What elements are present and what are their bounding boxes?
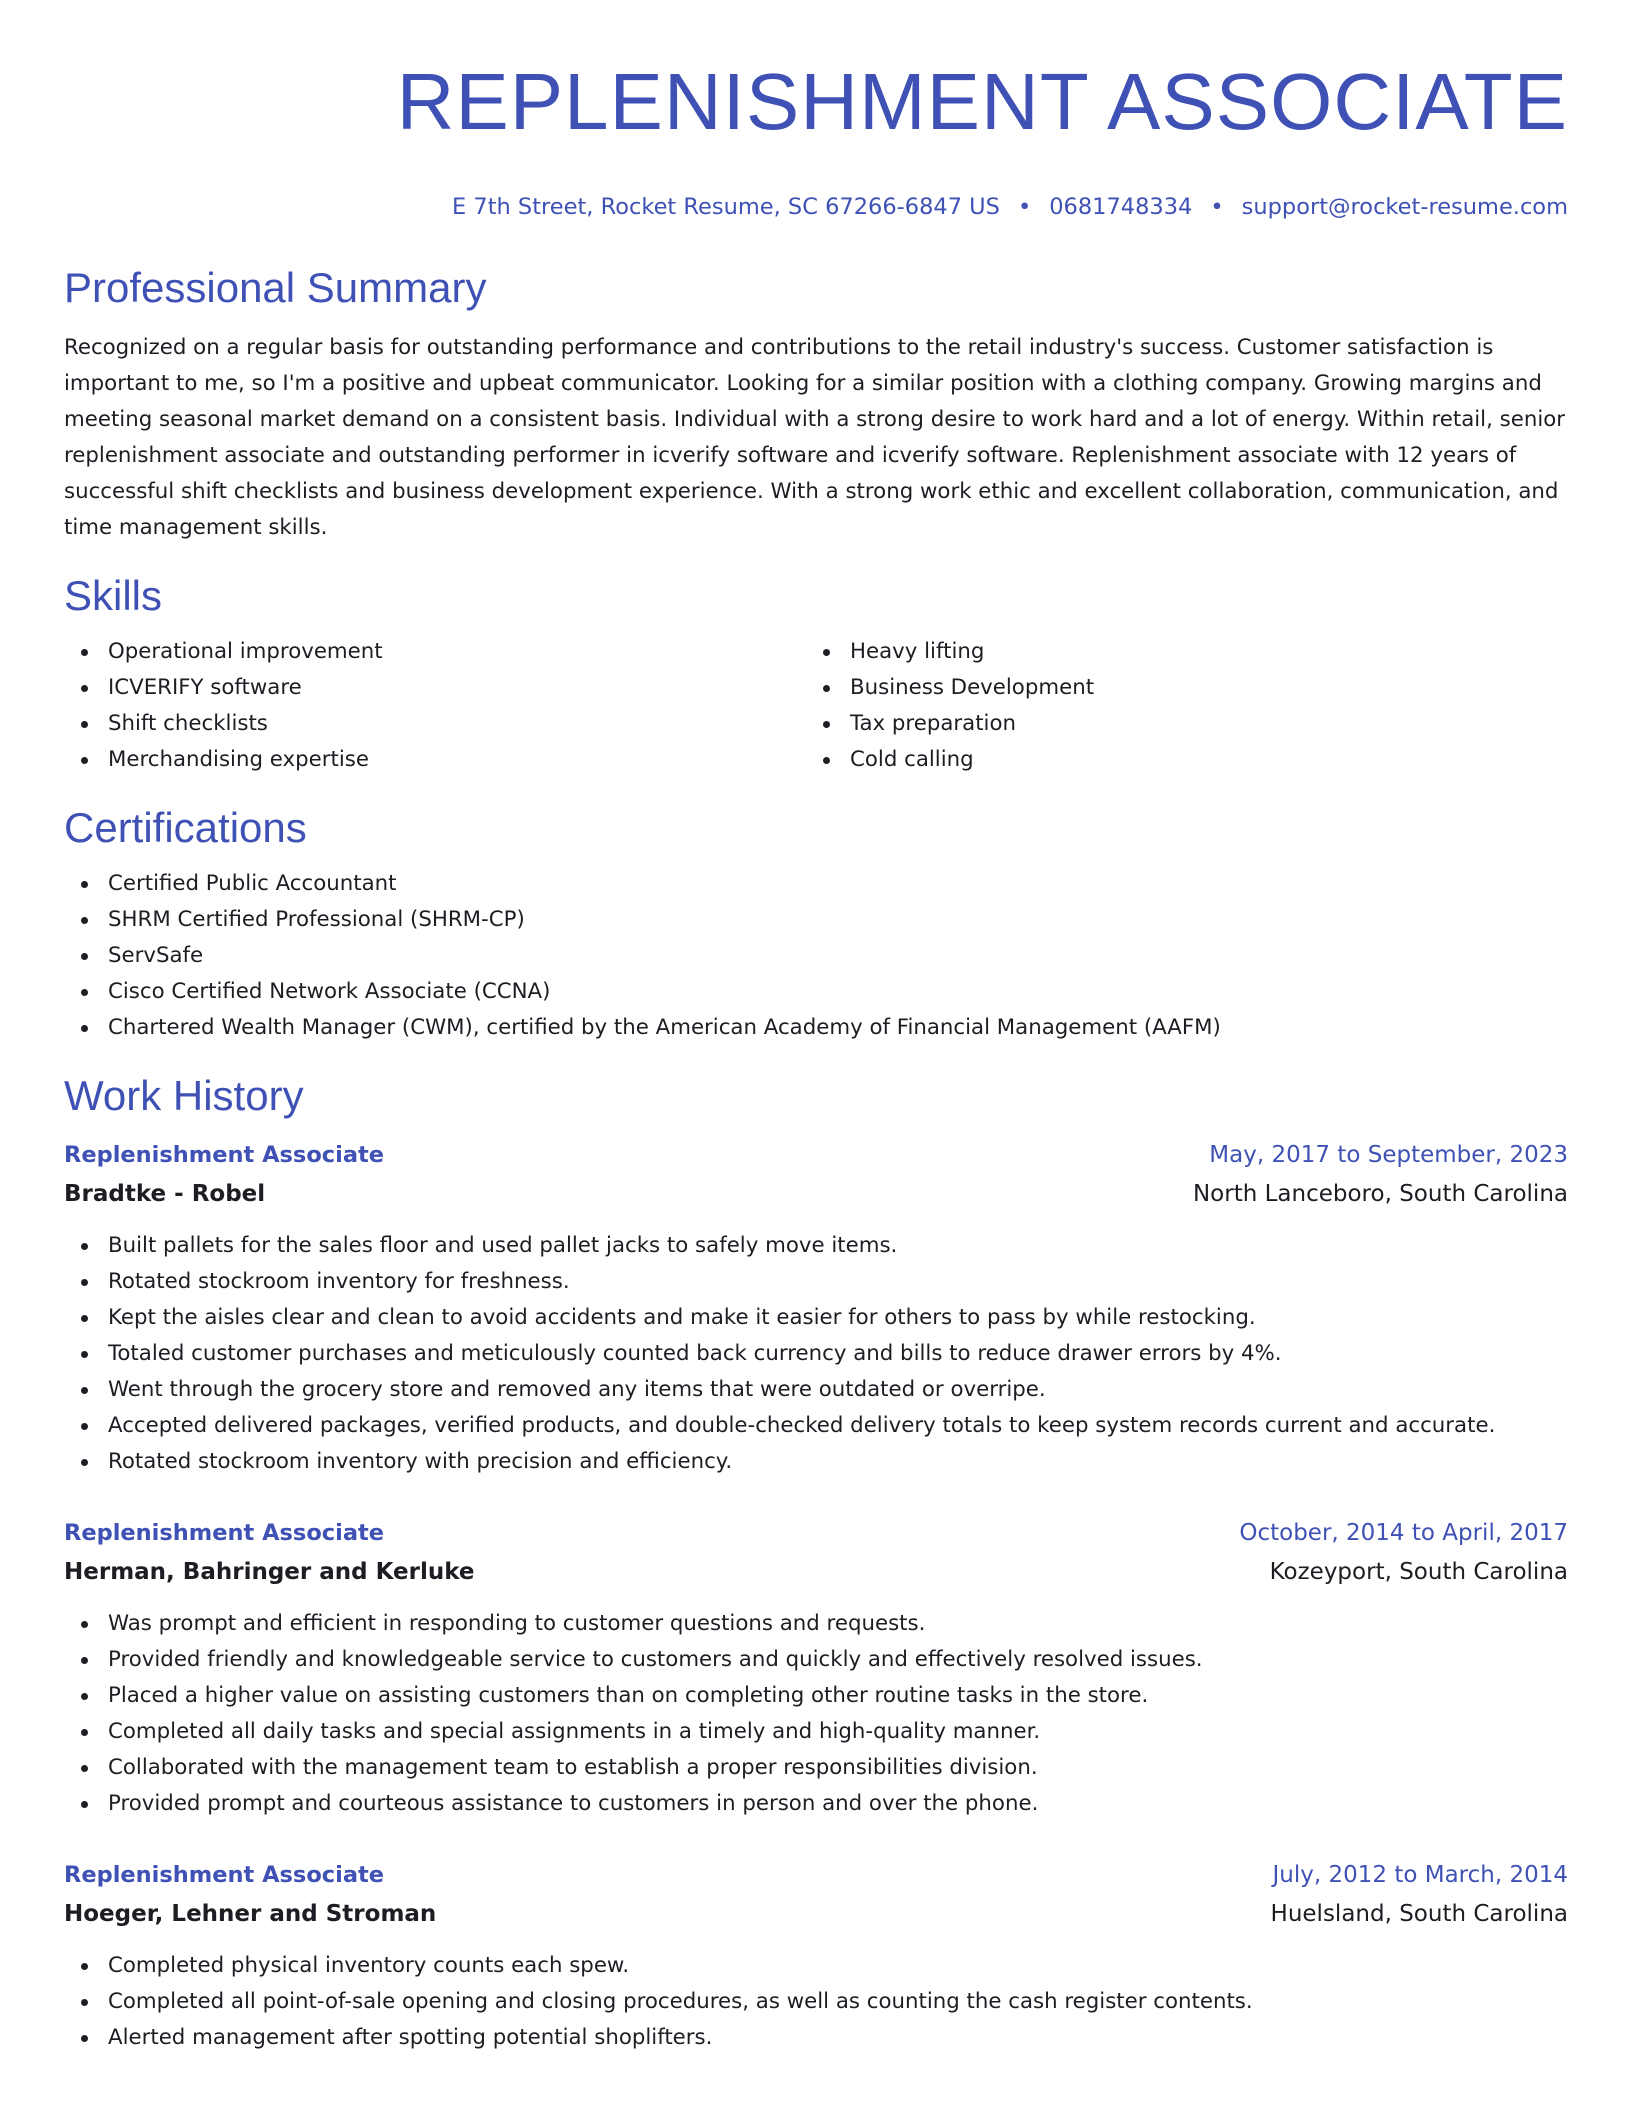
job-bullet: Built pallets for the sales floor and used pallet jacks to safely move items. <box>64 1228 1568 1264</box>
job-title: Replenishment Associate <box>64 1142 385 1168</box>
job-bullets <box>64 1606 1568 1822</box>
certification-item: ServSafe <box>64 938 1568 974</box>
contact-phone: 0681748334 <box>1049 194 1193 220</box>
job-bullets <box>64 1228 1568 1480</box>
job-header-row <box>64 1514 1568 1552</box>
job-company: Bradtke - Robel <box>64 1181 266 1207</box>
skill-item: Merchandising expertise <box>64 742 806 778</box>
job-dates: October, 2014 to April, 2017 <box>1239 1520 1568 1546</box>
certification-item: Certified Public Accountant <box>64 866 1568 902</box>
job-bullet: Went through the grocery store and removed any items that were outdated or overripe. <box>64 1372 1568 1408</box>
job-title: Replenishment Associate <box>64 1520 385 1546</box>
job-bullet: Placed a higher value on assisting customers than on completing other routine tasks in the store. <box>64 1678 1568 1714</box>
job-company-row <box>64 1174 1568 1214</box>
job-bullet: Alerted management after spotting potential shoplifters. <box>64 2020 1568 2056</box>
certifications-heading: Certifications <box>64 804 307 851</box>
job-location: Huelsland, South Carolina <box>1270 1901 1568 1927</box>
job-bullet: Accepted delivered packages, verified products, and double-checked delivery totals to keep system records current and accurate. <box>64 1408 1568 1444</box>
job-company-row <box>64 1894 1568 1934</box>
skill-item: Heavy lifting <box>806 634 1548 670</box>
contact-separator: • <box>1017 194 1032 220</box>
job-location: North Lanceboro, South Carolina <box>1192 1181 1568 1207</box>
job-company-row <box>64 1552 1568 1592</box>
certification-item: Cisco Certified Network Associate (CCNA) <box>64 974 1568 1010</box>
contact-email: support@rocket-resume.com <box>1241 194 1568 220</box>
job-dates: July, 2012 to March, 2014 <box>1272 1862 1568 1888</box>
job-title: Replenishment Associate <box>64 1862 385 1888</box>
job-entry <box>64 1136 1568 1480</box>
job-header-row <box>64 1136 1568 1174</box>
summary-text: Recognized on a regular basis for outstanding performance and contributions to the retail industry's success. Customer satisfaction is important to me, so I'm a positive and upbeat communicator. Looking for a similar position with a clothing company. Growing margins and meeting seasonal market demand on a consistent basis. Individual with a strong desire to work hard and a lot of energy. Within retail, senior replenishment associate and outstanding performer in icverify software and icverify software. Replenishment associate with 12 years of successful shift checklists and business development experience. With a strong work ethic and excellent collaboration, communication, and time management skills. <box>64 335 1566 540</box>
job-entry <box>64 1856 1568 2056</box>
work-history-heading: Work History <box>64 1072 304 1119</box>
skills-column-left <box>64 634 806 778</box>
job-location: Kozeyport, South Carolina <box>1269 1559 1568 1585</box>
resume-header <box>64 0 1568 224</box>
job-bullet: Provided prompt and courteous assistance to customers in person and over the phone. <box>64 1786 1568 1822</box>
contact-address: E 7th Street, Rocket Resume, SC 67266-6847 US <box>452 194 1000 220</box>
certification-item: SHRM Certified Professional (SHRM-CP) <box>64 902 1568 938</box>
job-bullet: Completed all point-of-sale opening and closing procedures, as well as counting the cash register contents. <box>64 1984 1568 2020</box>
job-bullets <box>64 1948 1568 2056</box>
job-bullet: Was prompt and efficient in responding to customer questions and requests. <box>64 1606 1568 1642</box>
job-header-row <box>64 1856 1568 1894</box>
job-dates: May, 2017 to September, 2023 <box>1209 1142 1568 1168</box>
job-bullet: Kept the aisles clear and clean to avoid accidents and make it easier for others to pass by while restocking. <box>64 1300 1568 1336</box>
skill-item: Business Development <box>806 670 1548 706</box>
skills-column-right <box>806 634 1548 778</box>
skill-item: Operational improvement <box>64 634 806 670</box>
skill-item: Shift checklists <box>64 706 806 742</box>
candidate-name: REPLENISHMENT ASSOCIATE <box>396 57 1568 146</box>
skill-item: ICVERIFY software <box>64 670 806 706</box>
job-bullet: Completed all daily tasks and special assignments in a timely and high-quality manner. <box>64 1714 1568 1750</box>
skills-heading: Skills <box>64 572 163 619</box>
job-company: Hoeger, Lehner and Stroman <box>64 1901 437 1927</box>
job-bullet: Provided friendly and knowledgeable service to customers and quickly and effectively resolved issues. <box>64 1642 1568 1678</box>
skills-list <box>64 634 1568 778</box>
job-entry <box>64 1514 1568 1822</box>
job-bullet: Totaled customer purchases and meticulously counted back currency and bills to reduce drawer errors by 4%. <box>64 1336 1568 1372</box>
contact-line <box>64 190 1568 224</box>
job-bullet: Completed physical inventory counts each spew. <box>64 1948 1568 1984</box>
skill-item: Cold calling <box>806 742 1548 778</box>
job-bullet: Rotated stockroom inventory for freshness. <box>64 1264 1568 1300</box>
contact-separator: • <box>1210 194 1224 220</box>
certifications-list <box>64 866 1568 1046</box>
skill-item: Tax preparation <box>806 706 1548 742</box>
certification-item: Chartered Wealth Manager (CWM), certified by the American Academy of Financial Management (AAFM) <box>64 1010 1568 1046</box>
summary-heading: Professional Summary <box>64 264 487 311</box>
job-bullet: Collaborated with the management team to establish a proper responsibilities division. <box>64 1750 1568 1786</box>
job-bullet: Rotated stockroom inventory with precision and efficiency. <box>64 1444 1568 1480</box>
job-company: Herman, Bahringer and Kerluke <box>64 1559 475 1585</box>
